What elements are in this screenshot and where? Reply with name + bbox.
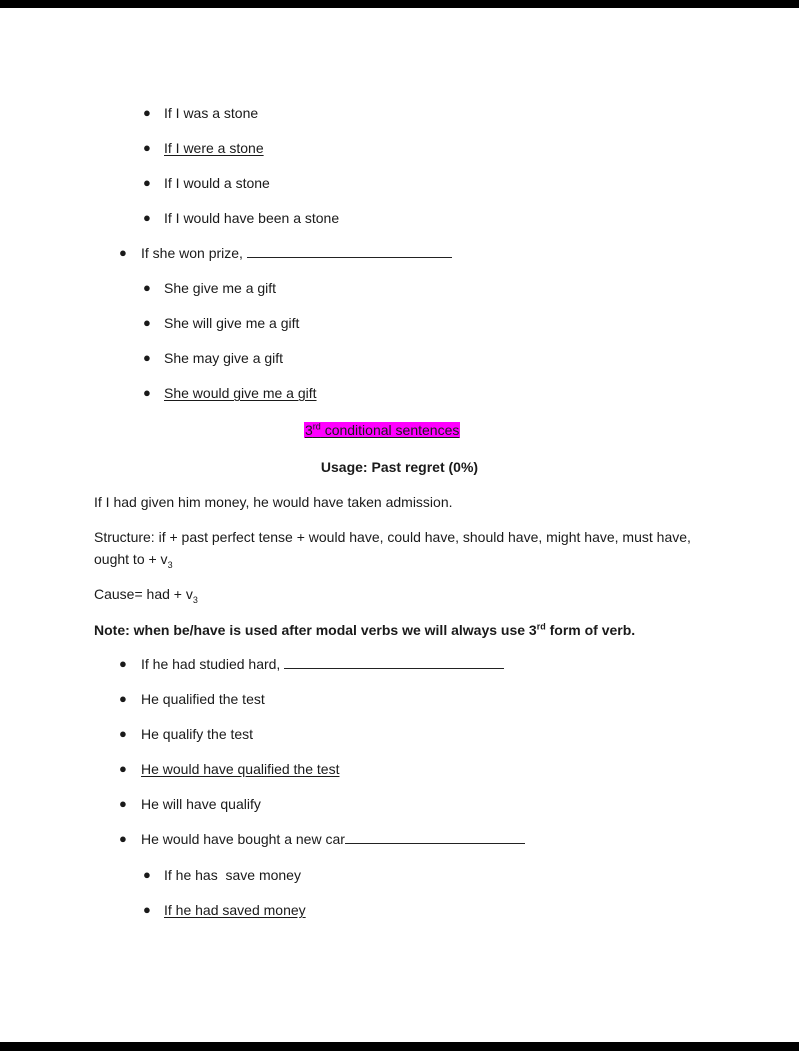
q3-option: He qualify the test [141,726,254,742]
q3-option: He will have qualify [141,796,261,812]
q4-option: If he has save money [164,867,301,883]
note-text-end: form of verb. [545,622,636,638]
subscript: 3 [167,559,173,570]
q2-option-answer: She would give me a gift [164,385,317,401]
section-heading [304,421,460,439]
cause-text: Cause= had + v [94,586,193,602]
usage-line: Usage: Past regret (0%) [320,459,479,475]
q1-option: If I would a stone [164,175,270,191]
q4-stem-text: He would have bought a new car [141,831,345,847]
note-line [94,621,635,639]
note-sup: rd [536,621,546,632]
q2-option: She will give me a gift [164,315,300,331]
bullet: ● [143,105,151,120]
heading-ordinal: 3 [305,422,313,438]
structure-line-2-text: ought to + v [94,551,168,567]
bullet: ● [143,902,151,917]
bullet: ● [143,315,151,330]
bullet: ● [119,691,127,706]
q1-option: If I was a stone [164,105,259,121]
structure-line-2 [94,550,173,568]
q2-option: She may give a gift [164,350,284,366]
q3-stem-text: If he had studied hard, [141,656,285,672]
bullet: ● [119,245,127,260]
cause-line [94,585,198,603]
bullet: ● [143,140,151,155]
top-border [0,0,799,8]
q1-option: If I would have been a stone [164,210,340,226]
bullet: ● [143,867,151,882]
answer-blank [284,656,504,669]
answer-blank [247,245,452,258]
note-text: Note: when be/have is used after modal verbs we will always use 3 [94,622,537,638]
bullet: ● [143,280,151,295]
bullet: ● [143,210,151,225]
bullet: ● [143,175,151,190]
heading-text: conditional sentences [320,422,460,438]
subscript: 3 [192,594,198,605]
bullet: ● [119,656,127,671]
q4-stem [141,830,525,848]
q1-option-answer: If I were a stone [164,140,264,156]
q2-stem [141,244,452,262]
q4-option-answer: If he had saved money [164,902,306,918]
answer-blank [345,831,525,844]
heading-sup: rd [312,421,321,432]
bullet: ● [143,350,151,365]
heading-highlight [304,422,460,438]
q3-option: He qualified the test [141,691,265,707]
bottom-border [0,1042,799,1051]
q3-option-answer: He would have qualified the test [141,761,340,777]
bullet: ● [119,796,127,811]
q2-stem-text: If she won prize, [141,245,247,261]
bullet: ● [119,831,127,846]
q2-option: She give me a gift [164,280,277,296]
bullet: ● [119,726,127,741]
structure-line-1: Structure: if + past perfect tense + would have, could have, should have, might have, must have, [94,529,691,545]
bullet: ● [143,385,151,400]
bullet: ● [119,761,127,776]
example-sentence: If I had given him money, he would have taken admission. [94,494,453,510]
q3-stem [141,655,504,673]
